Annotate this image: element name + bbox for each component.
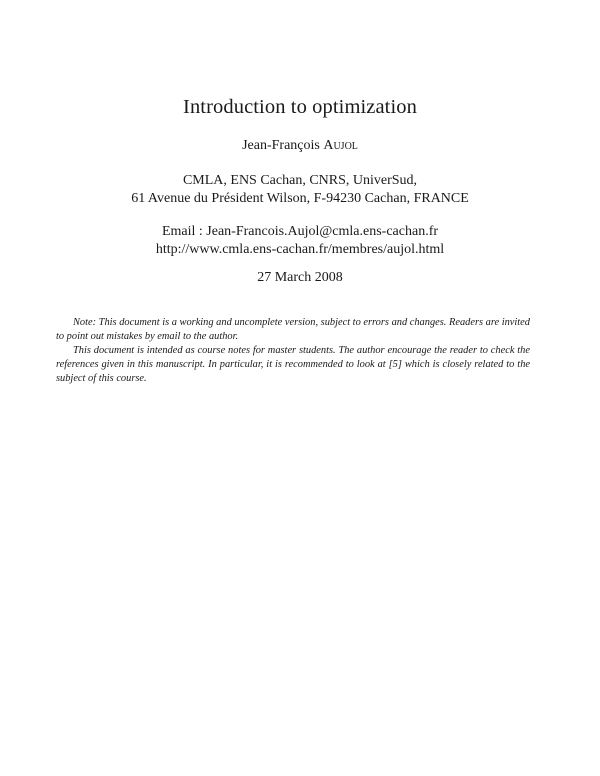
affiliation-line-1: CMLA, ENS Cachan, CNRS, UniverSud, xyxy=(182,173,418,188)
email-line: Email : Jean-Francois.Aujol@cmla.ens-cachan.fr xyxy=(161,224,439,239)
affiliation-line-2: 61 Avenue du Président Wilson, F-94230 Cachan, FRANCE xyxy=(131,191,469,206)
document-title: Introduction to optimization xyxy=(183,96,417,118)
document-date: 27 March 2008 xyxy=(257,270,343,285)
abstract-block xyxy=(56,316,530,386)
contact-info xyxy=(0,223,600,259)
affiliation xyxy=(0,172,600,208)
abstract-course-paragraph: This document is intended as course notes for master students. The author encourage the reader to check the references given in this manuscript. In particular, it is recommended to look at [5] which is closely related to the subject of this course. xyxy=(56,345,530,384)
author-name xyxy=(0,138,600,154)
abstract-note-paragraph: Note: This document is a working and uncomplete version, subject to errors and changes. Readers are invited to point out mistakes by email to the author. xyxy=(56,317,530,342)
author-first-name: Jean-François xyxy=(242,138,320,153)
homepage-url: http://www.cmla.ens-cachan.fr/membres/aujol.html xyxy=(155,242,445,257)
author-last-name: Aujol xyxy=(323,138,358,153)
